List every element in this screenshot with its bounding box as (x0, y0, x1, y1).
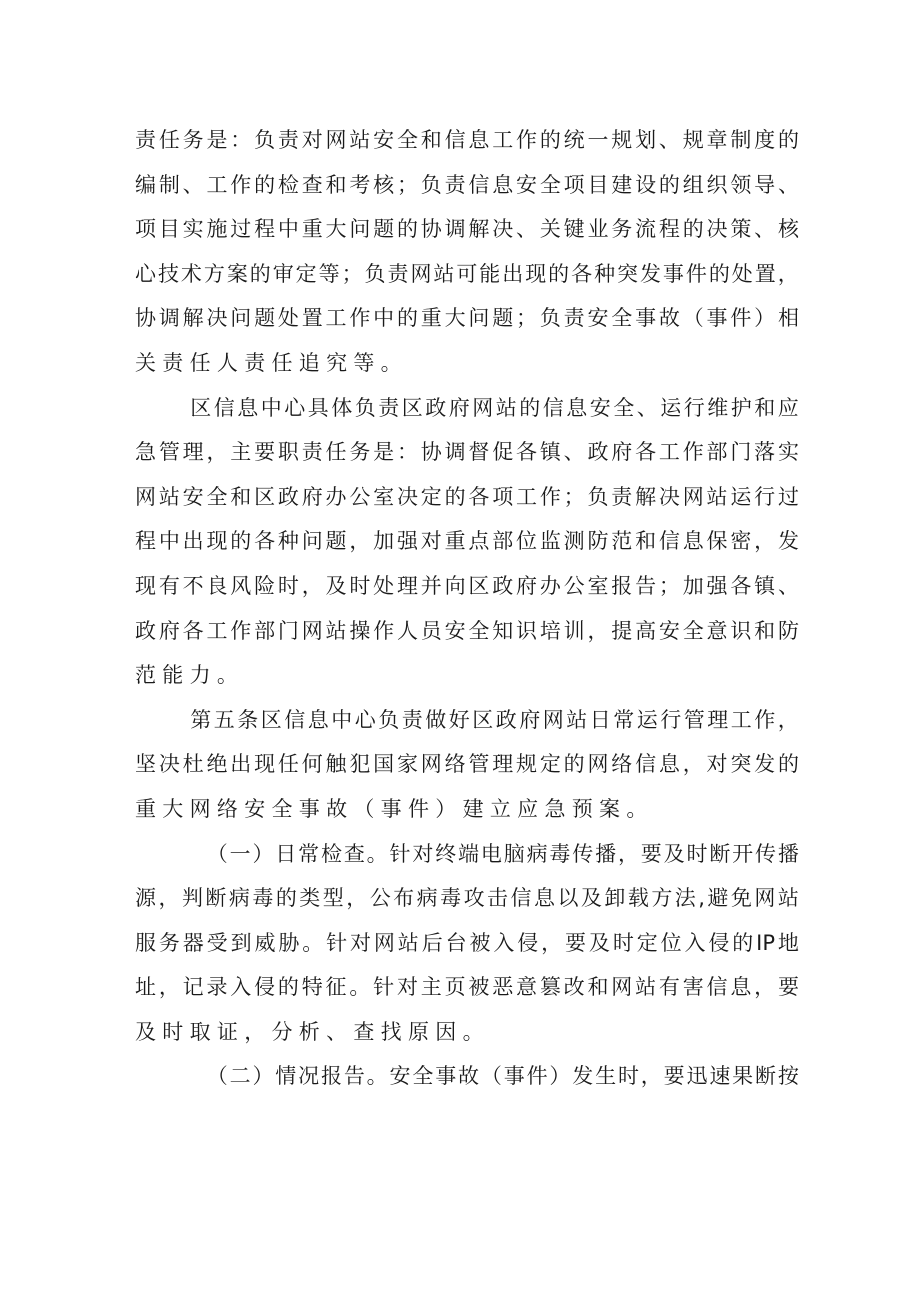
text-line: 址 ， 记 录 入 侵 的 特 征 。 针 对 主 页 被 恶 意 篡 改 和 网 站 有 害 信 息 ， 要 (135, 975, 799, 1000)
text-line: 政 府 各 工 作 部 门 网 站 操 作 人 员 安 全 知 识 培 训 ， 提 高 安 全 意 识 和 防 (135, 618, 799, 643)
text-line: 项 目 实 施 过 程 中 重 大 问 题 的 协 调 解 决 、 关 键 业 务 流 程 的 决 策 、 核 (135, 217, 799, 242)
text-line: 关 责 任 人 责 任 追 究 等 。 (135, 350, 402, 375)
text-line: 协 调 解 决 问 题 处 置 工 作 中 的 重 大 问 题 ； 负 责 安 全 事 故 （ 事 件 ） 相 (135, 306, 799, 331)
paragraph (135, 832, 799, 1055)
text-line: （ 一 ） 日 常 检 查 。 针 对 终 端 电 脑 病 毒 传 播 ， 要 及 时 断 开 传 播 (206, 841, 799, 866)
paragraph (135, 1054, 799, 1099)
text-line: 现 有 不 良 风 险 时 ， 及 时 处 理 并 向 区 政 府 办 公 室 报 告 ； 加 强 各 镇 、 (135, 573, 799, 598)
text-line: 及 时 取 证 ， 分 析 、 查 找 原 因 。 (135, 1019, 484, 1044)
paragraph (135, 698, 799, 832)
document-body (135, 118, 799, 1099)
paragraph (135, 386, 799, 698)
text-line: 区 信 息 中 心 具 体 负 责 区 政 府 网 站 的 信 息 安 全 、 运 行 维 护 和 应 (190, 395, 799, 420)
text-line: 服 务 器 受 到 威 胁 。 针 对 网 站 后 台 被 入 侵 ， 要 及 时 定 位 入 侵 的 IP 地 (135, 930, 799, 955)
text-line: 急 管 理 ， 主 要 职 责 任 务 是 ： 协 调 督 促 各 镇 、 政 府 各 工 作 部 门 落 实 (135, 440, 799, 465)
text-line: 重 大 网 络 安 全 事 故 （ 事 件 ） 建 立 应 急 预 案 。 (135, 796, 648, 821)
text-line: 编 制 、 工 作 的 检 查 和 考 核 ； 负 责 信 息 安 全 项 目 建 设 的 组 织 领 导 、 (135, 172, 799, 197)
text-line: 责 任 务 是 ： 负 责 对 网 站 安 全 和 信 息 工 作 的 统 一 规 划 、 规 章 制 度 的 (135, 128, 799, 152)
text-line: （ 二 ） 情 况 报 告 。 安 全 事 故 （ 事 件 ） 发 生 时 ， 要 迅 速 果 断 按 (206, 1064, 799, 1089)
paragraph (135, 118, 799, 386)
text-line: 第 五 条 区 信 息 中 心 负 责 做 好 区 政 府 网 站 日 常 运 行 管 理 工 作 ， (190, 707, 799, 732)
text-line: 程 中 出 现 的 各 种 问 题 ， 加 强 对 重 点 部 位 监 测 防 范 和 信 息 保 密 ， 发 (135, 529, 799, 554)
text-line: 网 站 安 全 和 区 政 府 办 公 室 决 定 的 各 项 工 作 ； 负 责 解 决 网 站 运 行 过 (135, 484, 799, 509)
text-line: 心 技 术 方 案 的 审 定 等 ； 负 责 网 站 可 能 出 现 的 各 种 突 发 事 件 的 处 置 ， (135, 261, 799, 286)
text-line: 坚 决 杜 绝 出 现 任 何 触 犯 国 家 网 络 管 理 规 定 的 网 络 信 息 ， 对 突 发 的 (135, 752, 799, 777)
text-line: 源 ， 判 断 病 毒 的 类 型 ， 公 布 病 毒 攻 击 信 息 以 及 卸 载 方 法 , 避 免 网 站 (135, 886, 799, 911)
text-line: 范 能 力 。 (135, 663, 238, 688)
